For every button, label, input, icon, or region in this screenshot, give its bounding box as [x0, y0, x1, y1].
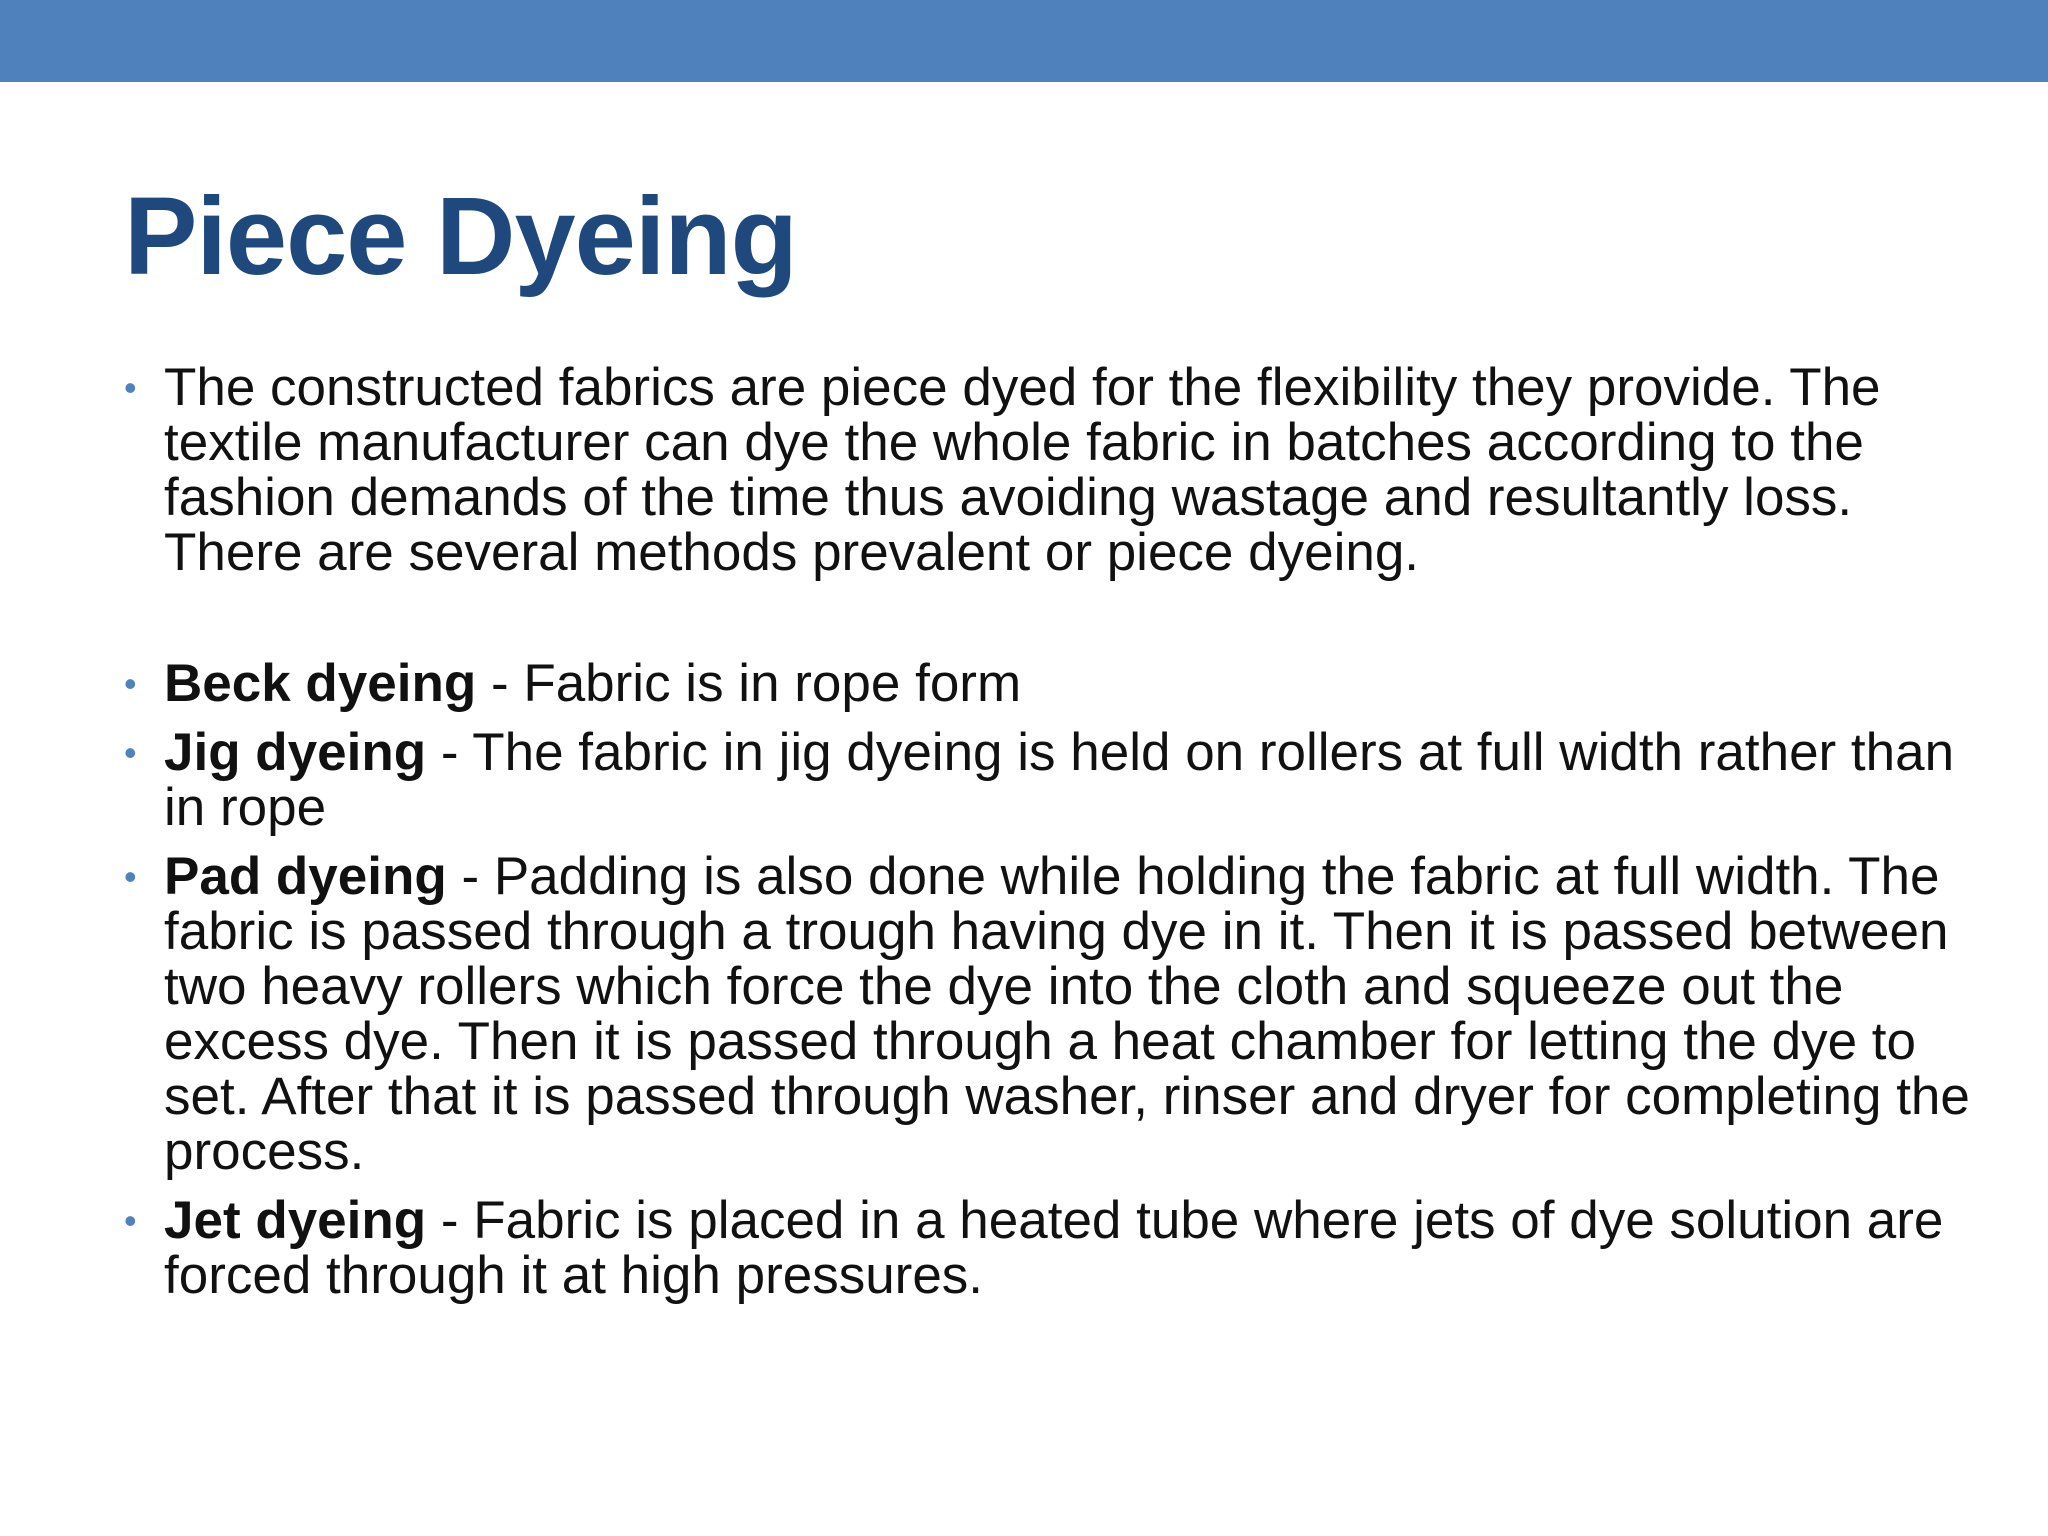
intro-text: The constructed fabrics are piece dyed for the flexibility they provide. The textile manufacturer can dye the whole fabric in batches according to the fashion demands of the time thus avoiding wastage and resultantly loss. There are several methods prevalent or piece dyeing.	[164, 358, 1881, 582]
method-term: Beck dyeing	[164, 654, 477, 713]
intro-bullet	[124, 360, 1984, 580]
method-term: Jig dyeing	[164, 723, 427, 782]
method-description: - The fabric in jig dyeing is held on rollers at full width rather than in rope	[164, 723, 1955, 837]
method-jig-dyeing	[124, 725, 1984, 835]
bullet-point-icon: •	[124, 1200, 137, 1241]
method-term: Jet dyeing	[164, 1191, 427, 1250]
bullet-list	[124, 360, 1984, 1303]
bullet-point-icon: •	[124, 732, 137, 773]
bullet-point-icon: •	[124, 367, 137, 408]
method-jet-dyeing	[124, 1193, 1984, 1303]
method-beck-dyeing	[124, 656, 1984, 711]
method-pad-dyeing	[124, 849, 1984, 1179]
method-term: Pad dyeing	[164, 847, 447, 906]
bullet-point-icon: •	[124, 663, 137, 704]
method-description: - Padding is also done while holding the fabric at full width. The fabric is passed through a trough having dye in it. Then it is passed between two heavy rollers which force the dye into the cloth and squeeze out the excess dye. Then it is passed through a heat chamber for letting the dye to set. After that it is passed through washer, rinser and dryer for completing the process.	[164, 847, 1970, 1181]
method-description: - Fabric is in rope form	[476, 654, 1022, 713]
method-description: - Fabric is placed in a heated tube where jets of dye solution are forced through it at high pressures.	[164, 1191, 1944, 1305]
header-accent-bar	[0, 0, 2048, 82]
bullet-point-icon: •	[124, 856, 137, 897]
slide-title: Piece Dyeing	[124, 175, 797, 298]
